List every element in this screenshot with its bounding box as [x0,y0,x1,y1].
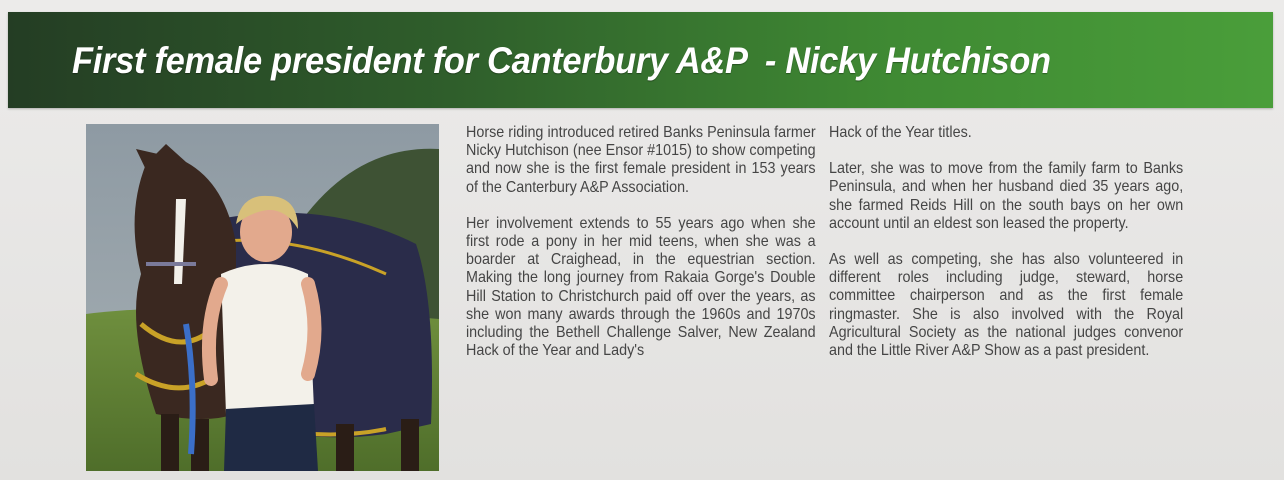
article-column-right [829,124,1183,360]
article-paragraph: Hack of the Year titles. [829,124,972,141]
headline-title: First female president for Canterbury A&P - Nicky Hutchison [72,40,1051,81]
article-paragraph: As well as competing, she has also volunteered in different roles including judge, steward, horse committee chairperson and as the first female ringmaster. She is also involved with the Royal Agricultural Society as the national judges convenor and the Little River A&P Show as a past president. [829,251,1184,360]
article-paragraph: Her involvement extends to 55 years ago when she first rode a pony in her mid teens, when she was a boarder at Craighead, in the equestrian section. Making the long journey from Rakaia Gorge's Double Hill Station to Christchurch paid off over the years, as she won many awards through the 1960s and 1970s including the Bethell Challenge Salver, New Zealand Hack of the Year and Lady's [466,214,816,360]
article-photo [86,124,439,471]
woman-with-horse-illustration [86,124,439,471]
headline-banner [8,12,1273,108]
article-paragraph: Later, she was to move from the family farm to Banks Peninsula, and when her husband died 35 years ago, she farmed Reids Hill on the south bays on her own account until an eldest son leased the property. [829,160,1184,232]
article-column-left [466,124,816,360]
article-paragraph: Horse riding introduced retired Banks Peninsula farmer Nicky Hutchison (nee Ensor #1015) to show competing and now she is the first female president in 153 years of the Canterbury A&P Association. [466,124,816,196]
